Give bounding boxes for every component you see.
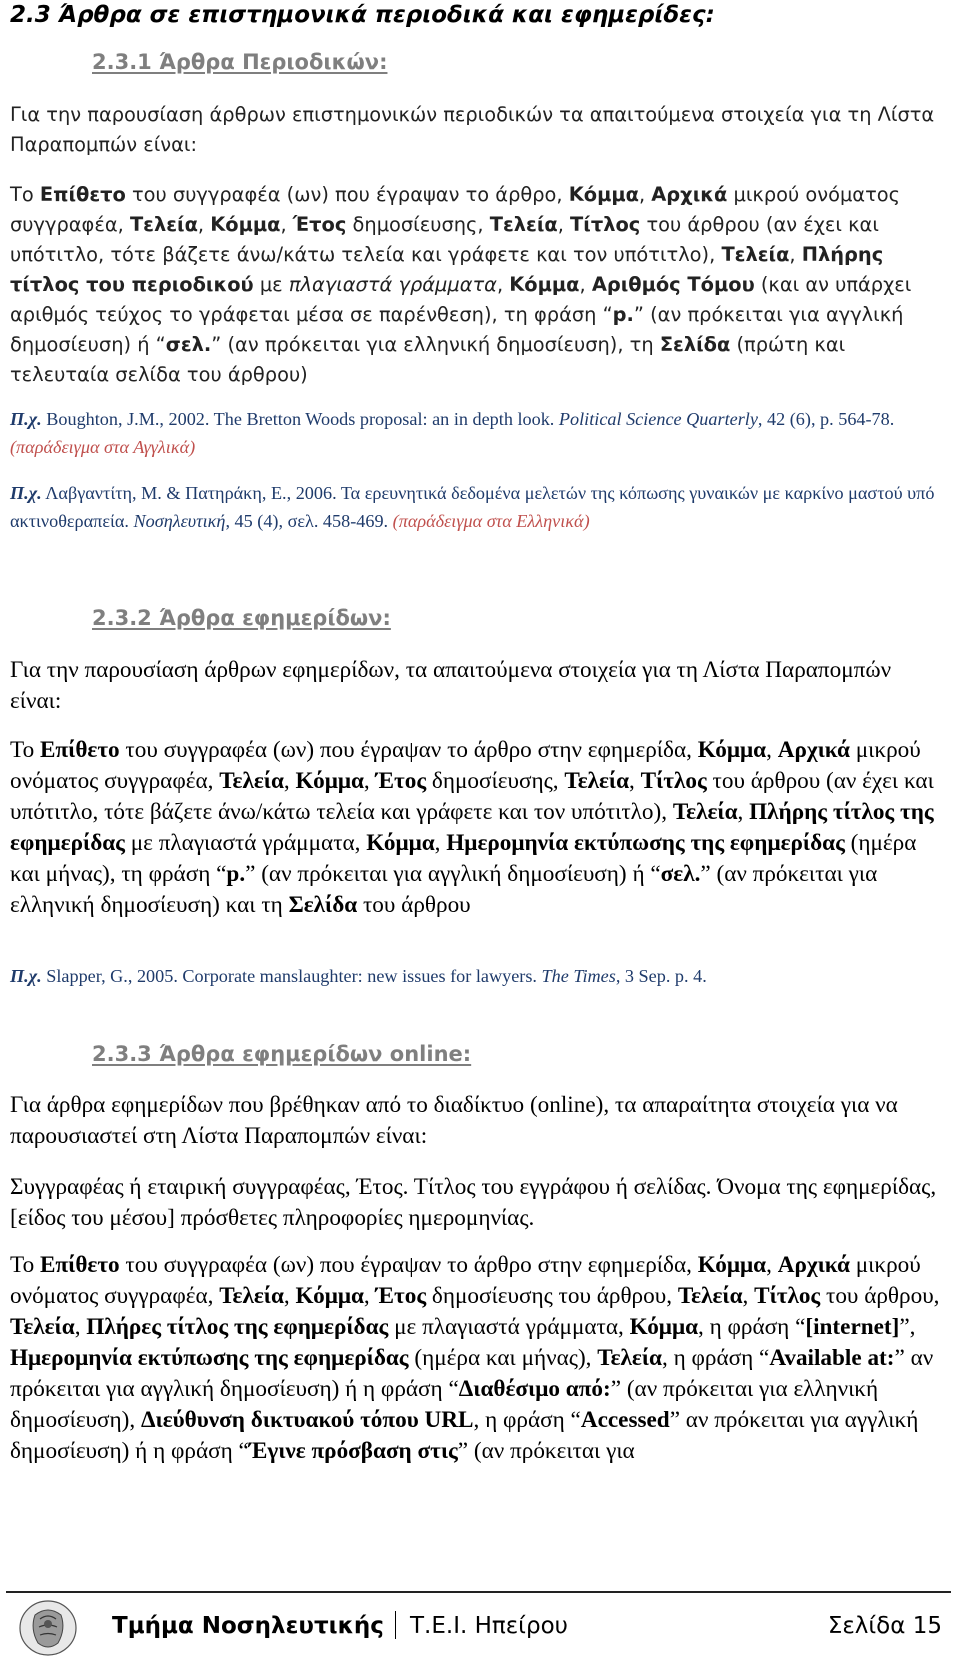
text-run: , 42 (6), p. 564-78.: [757, 409, 895, 429]
text-run: , η φράση “: [473, 1407, 581, 1433]
text-run: ,: [434, 830, 447, 856]
institution-logo: [8, 1599, 88, 1657]
text-run: ” αν πρόκειται για αγγλική δημοσίευση) ή η φράση “: [10, 1345, 934, 1402]
text-run: του άρθρου (αν έχει και υπότιτλο, τότε βάζετε άνω/κάτω τελεία και γράφετε και τον υπότιτλο),: [10, 213, 879, 266]
text-run: Κόμμα: [697, 1252, 767, 1278]
text-run: του άρθρου: [357, 892, 471, 918]
text-run: ,: [789, 243, 802, 266]
text-run: [internet]: [805, 1314, 900, 1340]
text-run: (ημέρα και μήνας), τη φράση “: [10, 830, 917, 887]
online-intro: Για άρθρα εφημερίδων που βρέθηκαν από το διαδίκτυο (online), τα απαραίτητα στοιχεία για να παρουσιαστεί στη Λίστα Παραπομπών είναι:: [10, 1092, 898, 1149]
text-run: ,: [766, 1252, 778, 1278]
text-run: Κόμμα: [509, 273, 580, 296]
text-run: , 3 Sep. p. 4.: [615, 966, 707, 986]
text-run: , 45 (4), σελ. 458-469.: [225, 511, 393, 531]
journals-example-english: [10, 405, 945, 461]
text-run: Τελεία: [129, 213, 198, 236]
subsection-title-newspapers: 2.3.2 Άρθρα εφημερίδων:: [92, 606, 391, 630]
text-run: Επίθετο: [39, 1252, 120, 1278]
text-run: Το: [10, 183, 40, 206]
text-run: Τελεία: [10, 1314, 75, 1340]
text-run: του άρθρου,: [820, 1283, 940, 1309]
text-run: Έτος: [292, 213, 347, 236]
journals-intro: Για την παρουσίαση άρθρων επιστημονικών περιοδικών τα απαιτούμενα στοιχεία για τη Λίστα Παραπομπών είναι:: [10, 103, 935, 156]
text-run: ,: [496, 273, 510, 296]
text-run: Τελεία: [219, 768, 284, 794]
text-run: (παράδειγμα στα Ελληνικά): [392, 511, 590, 531]
text-run: Αρχικά: [777, 1252, 850, 1278]
page-footer: [0, 1591, 960, 1661]
text-run: Αρχικά: [777, 737, 850, 763]
text-run: Available at:: [769, 1345, 895, 1371]
text-run: Κόμμα: [295, 768, 364, 794]
subsection-title-journals: 2.3.1 Άρθρα Περιοδικών:: [92, 50, 388, 74]
newspapers-intro: Για την παρουσίαση άρθρων εφημερίδων, τα απαιτούμενα στοιχεία για τη Λίστα Παραπομπών είναι:: [10, 657, 892, 714]
text-run: με πλαγιαστά γράμματα,: [124, 830, 367, 856]
text-run: με πλαγιαστά γράμματα,: [388, 1314, 630, 1340]
text-run: ,: [280, 213, 293, 236]
text-run: p.: [612, 303, 634, 326]
text-run: ” (αν πρόκειται για αγγλική δημοσίευση) ή “: [245, 861, 661, 887]
text-run: ,: [638, 183, 652, 206]
text-run: Κόμμα: [210, 213, 281, 236]
text-run: Π.χ.: [10, 966, 42, 986]
text-run: Κόμμα: [629, 1314, 699, 1340]
text-run: Π.χ.: [10, 483, 42, 503]
text-run: ,: [363, 768, 376, 794]
text-run: ,: [283, 768, 296, 794]
text-run: Νοσηλευτική: [133, 511, 226, 531]
text-run: Κόμμα: [295, 1283, 364, 1309]
text-run: Διαθέσιμο από:: [458, 1376, 611, 1402]
text-run: ” αν πρόκειται για αγγλική δημοσίευση) ή η φράση “: [10, 1407, 919, 1464]
text-run: (πρώτη και τελευταία σελίδα του άρθρου): [10, 333, 846, 386]
text-run: ,: [283, 1283, 296, 1309]
text-run: , η φράση “: [661, 1345, 770, 1371]
text-run: Αριθμός Τόμου: [591, 273, 755, 296]
text-run: Τελεία: [672, 799, 738, 825]
text-run: Τελεία: [489, 213, 558, 236]
journals-rule: [10, 180, 945, 390]
text-run: Τελεία: [564, 768, 630, 794]
text-run: Boughton, J.M., 2002. The Bretton Woods proposal: an in depth look.: [41, 409, 559, 429]
footer-department: Τμήμα Νοσηλευτικής: [112, 1613, 384, 1639]
section-heading: 2.3 Άρθρα σε επιστημονικά περιοδικά και εφημερίδες:: [10, 2, 715, 28]
text-run: Ημερομηνία εκτύπωσης της εφημερίδας: [446, 830, 845, 856]
text-run: ,: [74, 1314, 87, 1340]
text-run: Political Science Quarterly: [558, 409, 758, 429]
text-run: Τελεία: [721, 243, 790, 266]
text-run: (και αν υπάρχει αριθμός τεύχος το γράφεται μέσα σε παρένθεση), τη φράση “: [10, 273, 912, 326]
text-run: του συγγραφέα (ων) που έγραψαν το άρθρο,: [125, 183, 569, 206]
text-run: του άρθρου (αν έχει και υπότιτλο, τότε βάζετε άνω/κάτω τελεία και γράφετε και τον υπότιτλο),: [10, 768, 934, 825]
text-run: μικρού ονόματος συγγραφέα,: [10, 183, 901, 236]
text-run: του συγγραφέα (ων) που έγραψαν το άρθρο στην εφημερίδα,: [119, 737, 698, 763]
online-rule: [10, 1250, 945, 1467]
text-run: Λαβγαντίτη, Μ. & Πατηράκη, Ε., 2006. Τα ερευνητικά δεδομένα μελετών της κόπωσης γυναικών με καρκίνο μαστού υπό ακτινοθεραπεία.: [10, 483, 935, 531]
text-run: ” (αν πρόκειται για ελληνική δημοσίευση) και τη: [10, 861, 878, 918]
text-run: (ημέρα και μήνας),: [408, 1345, 598, 1371]
text-run: Τελεία: [677, 1283, 743, 1309]
text-run: Αρχικά: [651, 183, 728, 206]
text-run: ,: [629, 768, 641, 794]
text-run: Διεύθυνση δικτυακού τόπου URL: [140, 1407, 474, 1433]
text-run: Σελίδα: [659, 333, 731, 356]
text-run: ,: [557, 213, 571, 236]
text-run: The Times: [541, 966, 616, 986]
text-run: Τίτλος: [754, 1283, 821, 1309]
journals-example-greek: [10, 479, 945, 535]
text-run: Τελεία: [219, 1283, 284, 1309]
subsection-title-newspapers-online: 2.3.3 Άρθρα εφημερίδων online:: [92, 1042, 472, 1066]
text-run: Κόμμα: [366, 830, 435, 856]
footer-separator: [395, 1611, 396, 1639]
text-run: Πλήρες τίτλος της εφημερίδας: [86, 1314, 389, 1340]
text-run: Ημερομηνία εκτύπωσης της εφημερίδας: [10, 1345, 409, 1371]
text-run: Π.χ.: [10, 409, 42, 429]
text-run: με: [253, 273, 289, 296]
text-run: δημοσίευσης,: [426, 768, 565, 794]
text-run: ,: [742, 1283, 755, 1309]
text-run: Σελίδα: [288, 892, 358, 918]
online-format: Συγγραφέας ή εταιρική συγγραφέας, Έτος. Τίτλος του εγγράφου ή σελίδας. Όνομα της εφημερίδας, [είδος του μέσου] πρόσθετες πληροφορίες ημερομηνίας.: [10, 1174, 937, 1231]
text-run: Κόμμα: [697, 737, 767, 763]
text-run: Τίτλος: [570, 213, 641, 236]
text-run: μικρού ονόματος συγγραφέα,: [10, 737, 921, 794]
text-run: ” (αν πρόκειται για ελληνική δημοσίευση), τη: [211, 333, 660, 356]
text-run: (παράδειγμα στα Αγγλικά): [10, 437, 196, 457]
text-run: Slapper, G., 2005. Corporate manslaughter: new issues for lawyers.: [41, 966, 542, 986]
newspapers-rule: [10, 735, 945, 921]
text-run: Το: [10, 1252, 40, 1278]
text-run: σελ.: [660, 861, 701, 887]
text-run: Πλήρης τίτλος του περιοδικού: [10, 243, 884, 296]
text-run: Τελεία: [597, 1345, 662, 1371]
page-number: Σελίδα 15: [827, 1613, 942, 1639]
text-run: Επίθετο: [39, 737, 120, 763]
footer-institution: Τ.Ε.Ι. Ηπείρου: [410, 1613, 568, 1639]
text-run: ,: [363, 1283, 376, 1309]
text-run: μικρού ονόματος συγγραφέα,: [10, 1252, 921, 1309]
text-run: Επίθετο: [39, 183, 126, 206]
text-run: Accessed: [580, 1407, 670, 1433]
text-run: δημοσίευσης του άρθρου,: [426, 1283, 678, 1309]
text-run: ,: [766, 737, 778, 763]
text-run: ” (αν πρόκειται για αγγλική δημοσίευση) ή “: [10, 303, 904, 356]
text-run: δημοσίευσης,: [346, 213, 490, 236]
text-run: ”,: [899, 1314, 916, 1340]
newspapers-example: [10, 962, 945, 990]
text-run: Έτος: [375, 768, 427, 794]
text-run: ” (αν πρόκειται για: [457, 1438, 635, 1464]
text-run: Έγινε πρόσβαση στις: [248, 1438, 458, 1464]
text-run: , η φράση “: [698, 1314, 806, 1340]
text-run: Πλήρης τίτλος της εφημερίδας: [10, 799, 934, 856]
text-run: ,: [197, 213, 211, 236]
text-run: σελ.: [165, 333, 212, 356]
footer-rule: [6, 1591, 951, 1593]
text-run: ” (αν πρόκειται για ελληνική δημοσίευση),: [10, 1376, 879, 1433]
text-run: p.: [226, 861, 246, 887]
text-run: ,: [579, 273, 592, 296]
text-run: Το: [10, 737, 40, 763]
text-run: πλαγιαστά γράμματα: [288, 273, 497, 296]
text-run: του συγγραφέα (ων) που έγραψαν το άρθρο στην εφημερίδα,: [119, 1252, 698, 1278]
text-run: Έτος: [375, 1283, 427, 1309]
text-run: Τίτλος: [640, 768, 707, 794]
text-run: Κόμμα: [568, 183, 639, 206]
text-run: ,: [737, 799, 750, 825]
